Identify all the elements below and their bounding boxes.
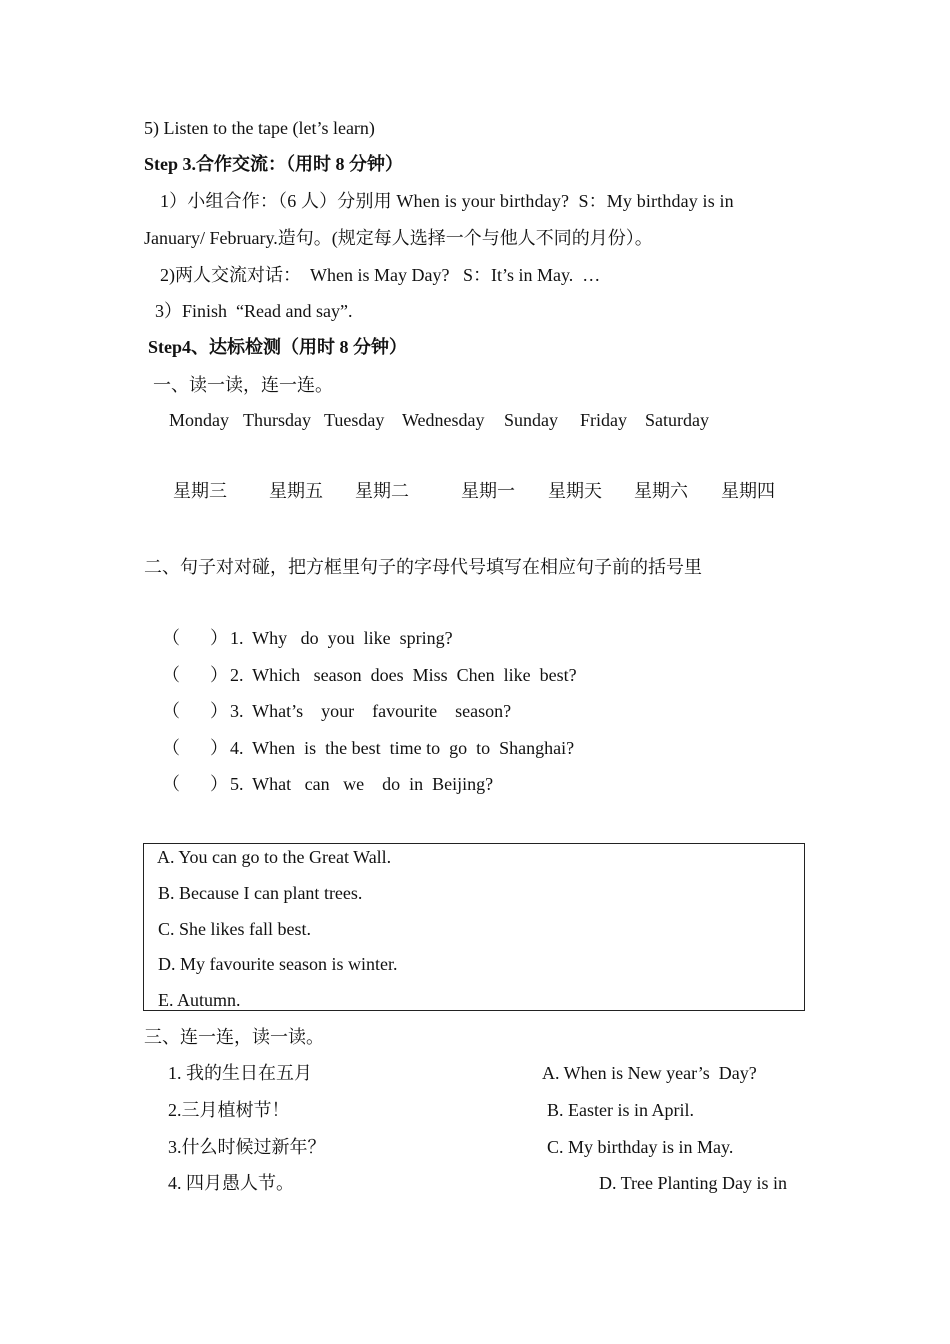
match-left-item: 1. 我的生日在五月 <box>168 1063 312 1083</box>
answer-bracket-open: （ <box>162 665 180 685</box>
match-right-item: A. When is New year’s Day? <box>542 1063 757 1083</box>
chinese-day: 星期四 <box>721 481 775 501</box>
step3-item2: 2)两人交流对话： When is May Day? S：It’s in May. … <box>160 265 601 285</box>
answer-option: A. You can go to the Great Wall. <box>157 847 392 867</box>
chinese-day: 星期五 <box>269 481 323 501</box>
answer-bracket-close: ） <box>210 738 228 758</box>
english-day: Tuesday <box>324 410 385 430</box>
step3-item1-line1: 1）小组合作：（6 人）分别用 When is your birthday? S：My birthday is in <box>160 191 734 211</box>
step3-heading: Step 3.合作交流：（用时 8 分钟） <box>144 154 404 174</box>
match-left-item: 3.什么时候过新年？ <box>168 1137 326 1157</box>
chinese-day: 星期二 <box>355 481 409 501</box>
answer-bracket-close: ） <box>210 628 228 648</box>
answer-bracket-open: （ <box>162 628 180 648</box>
chinese-day: 星期三 <box>173 481 227 501</box>
question-line: 2. Which season does Miss Chen like best? <box>230 665 577 685</box>
english-day: Monday <box>169 410 229 430</box>
answer-bracket-open: （ <box>162 701 180 721</box>
part1-title: 一、读一读，连一连。 <box>153 375 333 395</box>
answer-bracket-close: ） <box>210 701 228 721</box>
answer-bracket-open: （ <box>162 738 180 758</box>
match-left-item: 2.三月植树节！ <box>168 1100 290 1120</box>
question-line: 1. Why do you like spring? <box>230 628 453 648</box>
chinese-day: 星期一 <box>461 481 515 501</box>
match-right-item: D. Tree Planting Day is in <box>599 1173 788 1193</box>
answer-option: C. She likes fall best. <box>158 919 311 939</box>
listen-instruction: 5) Listen to the tape (let’s learn) <box>144 118 375 138</box>
english-day: Wednesday <box>402 410 485 430</box>
match-right-item: C. My birthday is in May. <box>547 1137 734 1157</box>
english-day: Friday <box>580 410 627 430</box>
match-right-item: B. Easter is in April. <box>547 1100 694 1120</box>
part3-title: 三、连一连，读一读。 <box>144 1027 324 1047</box>
answer-option: E. Autumn. <box>158 990 241 1010</box>
answer-bracket-open: （ <box>162 774 180 794</box>
step3-item3: 3）Finish “Read and say”. <box>155 301 353 321</box>
part2-title: 二、句子对对碰，把方框里句子的字母代号填写在相应句子前的括号里 <box>144 557 702 577</box>
chinese-day: 星期六 <box>634 481 688 501</box>
step4-heading: Step4、达标检测（用时 8 分钟） <box>148 337 408 357</box>
english-day: Sunday <box>504 410 558 430</box>
english-day: Saturday <box>645 410 709 430</box>
answer-bracket-close: ） <box>210 774 228 794</box>
match-left-item: 4. 四月愚人节。 <box>168 1173 294 1193</box>
answer-bracket-close: ） <box>210 665 228 685</box>
chinese-day: 星期天 <box>548 481 602 501</box>
answer-option: D. My favourite season is winter. <box>158 954 398 974</box>
question-line: 3. What’s your favourite season? <box>230 701 512 721</box>
question-line: 4. When is the best time to go to Shanghai? <box>230 738 575 758</box>
english-day: Thursday <box>243 410 311 430</box>
step3-item1-line2: January/ February.造句。(规定每人选择一个与他人不同的月份）。 <box>144 228 653 248</box>
question-line: 5. What can we do in Beijing? <box>230 774 494 794</box>
answer-option: B. Because I can plant trees. <box>158 883 363 903</box>
